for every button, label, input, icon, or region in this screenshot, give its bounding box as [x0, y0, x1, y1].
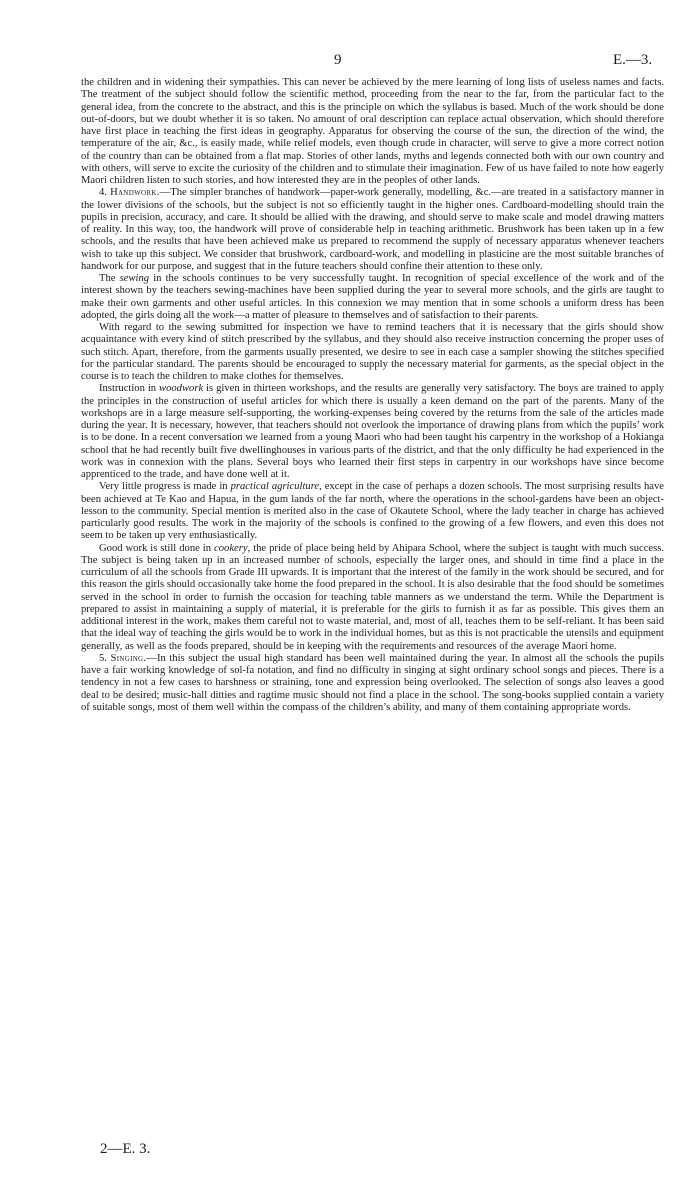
- page-header: [0, 52, 700, 72]
- paragraph-text: —The simpler branches of handwork—paper-work generally, modelling, &c.—are treated in a satisfactory manner in the lower divisions of the schools, but the subject is not so efficiently taught in the higher ones. Cardboard-modelling should train the pupils in precision, accuracy, and care. It should be allied with the drawing, and should serve to make scale and model drawing matters of reality. In this way, too, the handwork will prove of considerable help in teaching arithmetic. Brushwork has been taken up in a few schools, and the results that have been achieved make us prepared to recommend the supply of necessary apparatus whenever teachers wish to take up this subject. We consider that brushwork, cardboard-work, and modelling in plasticine are the most suitable branches of handwork for our purpose, and suggest that in the future teachers should confine their attention to these only.: [81, 187, 664, 272]
- paragraph-text-after: , the pride of place being held by Ahipara School, where the subject is taught with much success. The subject is being taken up in an increased number of schools, especially the larger ones, and should in time find a place in the curriculum of all the schools from Grade III upwards. It is important that the interest of the family in the work should be secured, and for this reason the girls should occasionally take home the food prepared in the school. It is also desirable that the food should be sometimes served in the school in order to furnish the occasion for teaching table manners as we understand the term. While the Department is prepared to assist in maintaining a supply of material, it is preferable for the girls to furnish it as far as possible. This gives them an additional interest in the work, makes them careful not to waste material, and, most of all, teaches them to be self-reliant. It has been said that the ideal way of teaching the girls would be to work in the individual homes, but as this is not practicable the utensils and equipment generally, as well as the foods prepared, should be in keeping with the requirements and resources of the average Maori home.: [81, 542, 664, 652]
- paragraph-text-before: Very little progress is made in: [99, 481, 231, 493]
- paragraph-text: the children and in widening their sympathies. This can never be achieved by the mere learning of long lists of useless names and facts. The treatment of the subject should follow the scientific method, proceeding from the near to the far, from the particular fact to the general idea, from the concrete to the abstract, and this is the principle on which the syllabus is based. Much of the work should be done out-of-doors, but we doubt whether it is so taken. No amount of oral description can replace actual observation, which should therefore have first place in teaching the first ideas in geography. Apparatus for observing the course of the sun, the direction of the wind, the temperature of the air, &c., is easily made, while relief models, even though crude in character, will serve to give a more correct notion of the country than can be obtained from a flat map. Stories of other lands, myths and legends connected both with our own country and with others, will serve to excite the curiosity of the children and to stimulate their imagination. Few of us have failed to note how eagerly Maori children listen to such stories, and how interested they are in the peoples of other lands.: [81, 77, 664, 186]
- document-reference: E.—3.: [613, 52, 653, 68]
- paragraph-text: —In this subject the usual high standard has been well maintained during the year. In almost all the schools the pupils have a fair working knowledge of sol-fa notation, and find no difficulty in singing at sight ordinary school songs and pieces. There is a tendency in not a few cases to harshness or straining, tone and expression being overlooked. The selection of songs also leaves a good deal to be desired; music-hall ditties and ragtime music should not find a place in the school. The song-books supplied contain a variety of suitable songs, most of them well within the compass of the children’s ability, and many of them containing appropriate words.: [81, 652, 664, 713]
- page-number: 9: [334, 52, 342, 68]
- paragraph-geography: [81, 77, 664, 187]
- paragraph-text-before: Good work is still done in: [99, 542, 215, 554]
- paragraph-sewing-inspection: [81, 322, 664, 383]
- paragraph-text-after: is given in thirteen workshops, and the results are generally very satisfactory. The boys are trained to apply the principles in the construction of useful articles for which there is usually a keen demand on the part of the parents. Many of the workshops are in a large measure self-supporting, the working-expenses being covered by the returns from the sale of the articles made during the year. It is necessary, however, that teachers should not overlook the importance of drawing plans from which the pupils’ work is to be done. In a recent conversation we learned from a young Maori who had been taught his carpentry in the workshop of a Hokianga school that he had recently built five dwellinghouses in various parts of the district, and that the only difficulty he had experienced in the work was in connexion with the plans. Several boys who learned their first steps in carpentry in our workshops have since become apprenticed to the trade, and have done well at it.: [81, 383, 664, 480]
- paragraph-woodwork: [81, 383, 664, 481]
- paragraph-cookery: [81, 543, 664, 653]
- subject-term: practical agriculture: [230, 481, 320, 493]
- paragraph-singing: [81, 653, 664, 714]
- paragraph-text-after: , except in the case of perhaps a dozen schools. The most surprising results have been achieved at Te Kao and Hapua, in the gum lands of the far north, where the operations in the school-gardens have been an object-lesson to the community. Special mention is merited also in the case of Okautete School, where the lady teacher in charge has achieved particularly good results. The work in the majority of the schools is confined to the growing of a few flowers, and even this does not seem to be taken up very enthusiastically.: [81, 481, 665, 542]
- body-text: [81, 77, 664, 714]
- paragraph-agriculture: [81, 481, 664, 542]
- subject-term: woodwork: [159, 383, 204, 395]
- section-heading: Handwork.: [110, 187, 160, 199]
- section-number: 5.: [99, 652, 107, 664]
- paragraph-sewing: [81, 273, 664, 322]
- paragraph-handwork: [81, 187, 664, 273]
- subject-term: sewing: [119, 273, 150, 284]
- sheet-signature: 2—E. 3.: [100, 1141, 151, 1157]
- paragraph-text-before: The: [99, 273, 120, 284]
- paragraph-text-before: Instruction in: [99, 383, 160, 395]
- section-number: 4.: [99, 187, 107, 199]
- paragraph-text-after: in the schools continues to be very successfully taught. In recognition of special excellence of the work and of the interest shown by the teachers sewing-machines have been supplied during the year to several more schools, and the girls are taught to make their own garments and other useful articles. In this connexion we may mention that in some schools a uniform dress has been adopted, the girls doing all the work—a matter of pleasure to themselves and of satisfaction to their parents.: [81, 273, 665, 321]
- section-heading: Singing.: [110, 652, 147, 664]
- subject-term: cookery: [214, 542, 248, 554]
- paragraph-text: With regard to the sewing submitted for inspection we have to remind teachers that it is necessary that the girls should show acquaintance with every kind of stitch prescribed by the syllabus, and they should also receive instruction concerning the proper uses of such stitch. Apart, therefore, from the garments usually presented, we desire to see in each case a sampler showing the stitches specified for the particular standard. The parents should be encouraged to supply the necessary material for garments, as the special object in the course is to teach the children to make clothes for themselves.: [81, 322, 664, 382]
